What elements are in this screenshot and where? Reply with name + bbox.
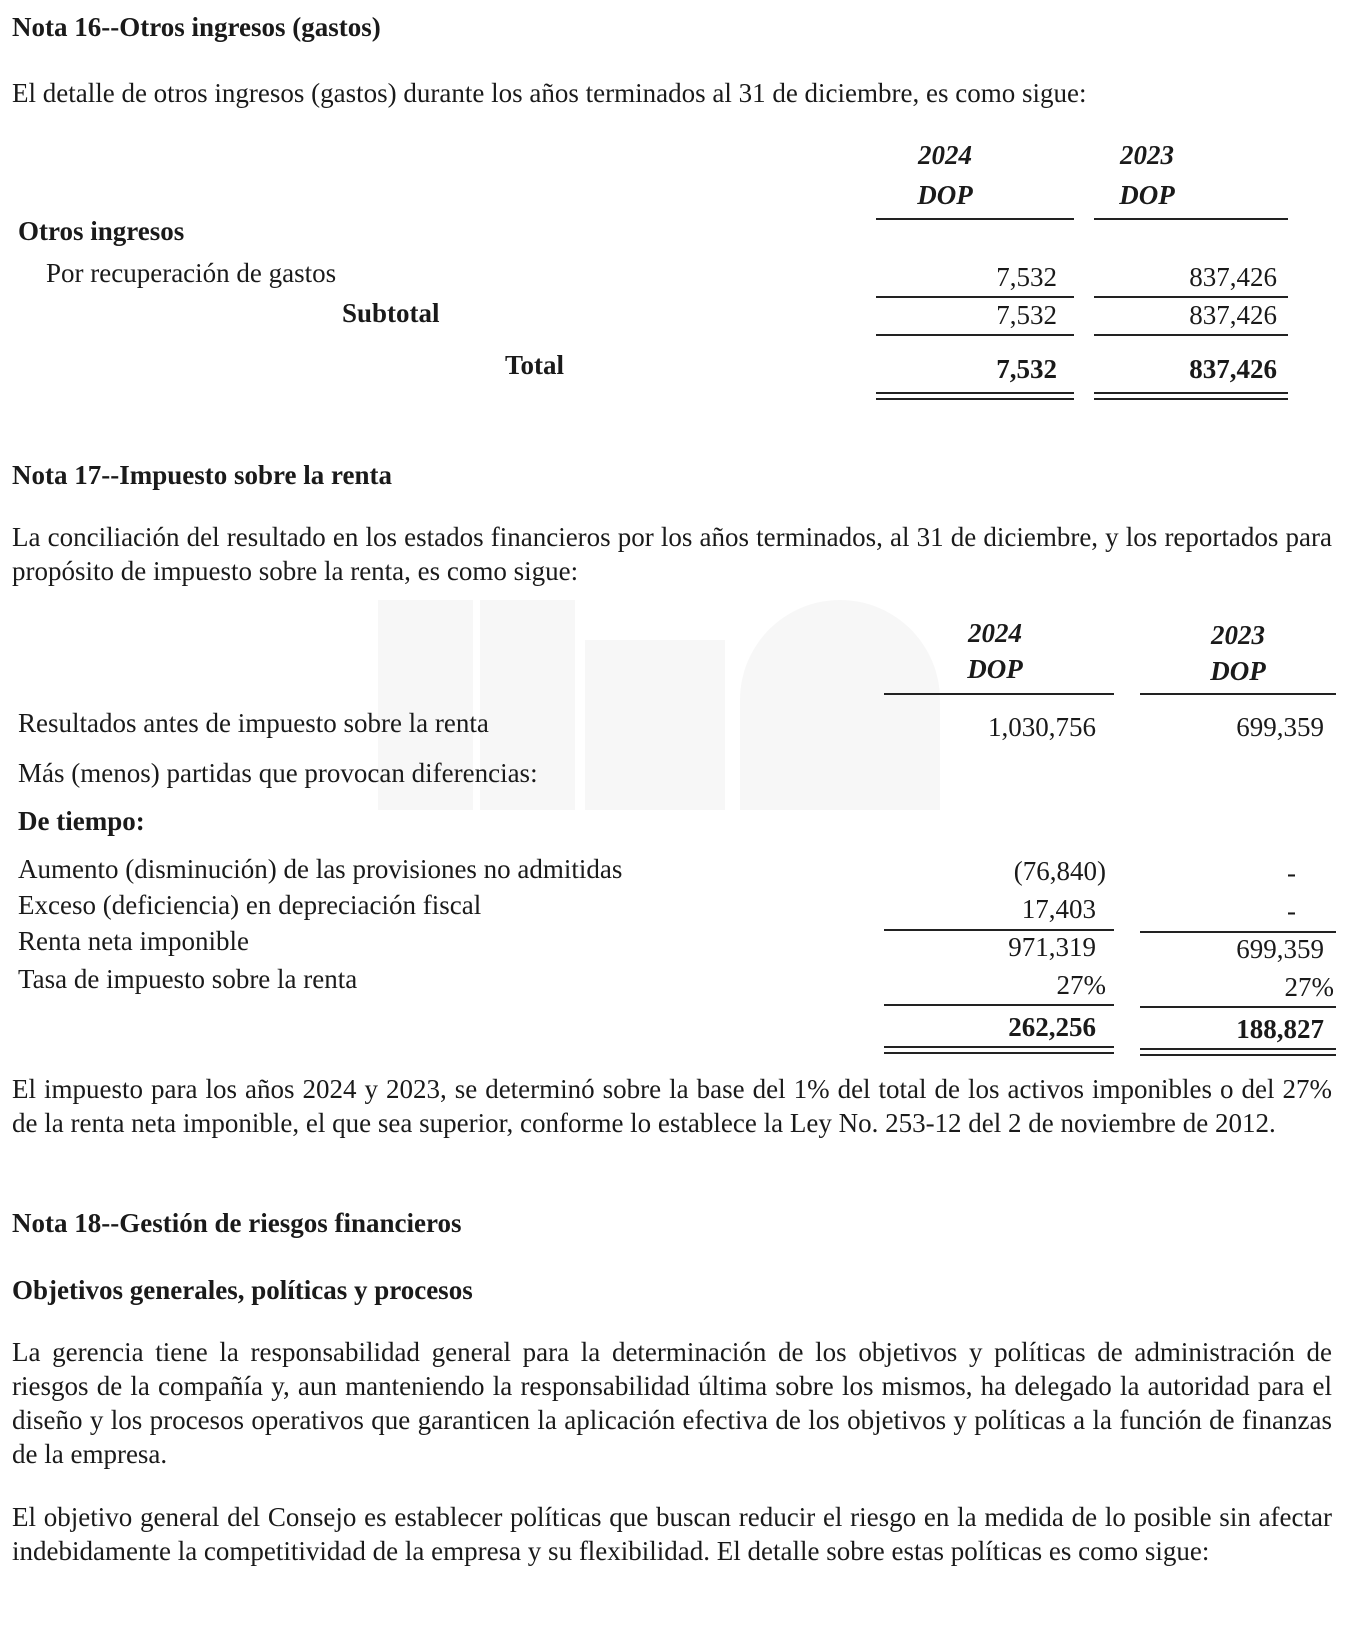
total-double-rule	[876, 392, 1074, 400]
note17-time-row-label: Renta neta imponible	[18, 926, 249, 956]
note17-time-row-2024: 27%	[1056, 970, 1106, 1000]
note17-title: Nota 17--Impuesto sobre la renta	[12, 460, 392, 490]
note16-subtotal-label: Subtotal	[342, 298, 440, 328]
note17-time-row-2023: -	[1287, 896, 1296, 926]
note17-time-row-2024: (76,840)	[1013, 856, 1106, 886]
note16-subtotal-2024: 7,532	[996, 300, 1057, 330]
note16-col2-year: 2023	[1120, 140, 1174, 170]
note16-row-2024: 7,532	[996, 262, 1057, 292]
note17-time-row-2023: -	[1287, 858, 1296, 888]
note18-para1: La gerencia tiene la responsabilidad general para la determinación de los objetivos y políticas de administración de riesgos de la compañía y, aun manteniendo la responsabilidad última sobre los mismos, ha delegado la autoridad para el diseño y los procesos operativos que garanticen la aplicación efectiva de los objetivos y políticas a la función de finanzas de la empresa.	[12, 1337, 1332, 1469]
note17-row-label: Más (menos) partidas que provocan diferencias:	[18, 758, 538, 788]
note17-total-2024: 262,256	[1008, 1012, 1096, 1042]
note16-subtotal-2023: 837,426	[1189, 300, 1277, 330]
note16-row-2023: 837,426	[1189, 262, 1277, 292]
note17-time-row-label: Tasa de impuesto sobre la renta	[18, 964, 358, 994]
row-rule	[1094, 334, 1288, 336]
note16-col1-currency: DOP	[917, 180, 973, 210]
note16-col2-currency: DOP	[1119, 180, 1175, 210]
note18-para2: El objetivo general del Consejo es establecer políticas que buscan reducir el riesgo en la medida de lo posible sin afectar indebidamente la competitividad de la empresa y su flexibilidad. El detalle sobre estas políticas es como sigue:	[12, 1502, 1332, 1566]
note17-col1-currency: DOP	[967, 654, 1023, 684]
note17-time-row-label: Aumento (disminución) de las provisiones no admitidas	[18, 854, 623, 884]
row-rule	[1094, 296, 1288, 298]
row-rule	[1140, 1006, 1336, 1008]
header-rule	[884, 693, 1114, 695]
row-rule	[884, 929, 1114, 931]
note17-col1-year: 2024	[968, 618, 1022, 648]
header-rule	[876, 218, 1074, 220]
note17-time-row-2023: 27%	[1284, 972, 1334, 1002]
note17-time-row-2023: 699,359	[1236, 934, 1324, 964]
row-rule	[884, 1004, 1114, 1006]
note17-col2-year: 2023	[1211, 620, 1265, 650]
note17-col2-currency: DOP	[1210, 656, 1266, 686]
note17-closing: El impuesto para los años 2024 y 2023, se determinó sobre la base del 1% del total de los activos imponibles o del 27% de la renta neta imponible, el que sea superior, conforme lo establece la Ley No. 253-12 del 2 de noviembre de 2012.	[12, 1074, 1332, 1138]
note16-total-2023: 837,426	[1189, 354, 1277, 384]
note16-total-label: Total	[505, 350, 565, 380]
header-rule	[1094, 218, 1288, 220]
row-rule	[1140, 931, 1336, 933]
note16-section: Otros ingresos	[18, 216, 185, 246]
note17-total-2023: 188,827	[1236, 1014, 1324, 1044]
note17-time-row-2024: 17,403	[1021, 894, 1096, 924]
note17-row-2023: 699,359	[1236, 712, 1324, 742]
note17-row-label: Resultados antes de impuesto sobre la renta	[18, 708, 489, 738]
total-double-rule	[1140, 1048, 1336, 1056]
note16-total-2024: 7,532	[996, 354, 1057, 384]
note16-col1-year: 2024	[918, 140, 972, 170]
note16-title: Nota 16--Otros ingresos (gastos)	[12, 12, 381, 42]
row-rule	[876, 334, 1074, 336]
note16-row-label: Por recuperación de gastos	[46, 258, 337, 288]
note17-subsection: De tiempo:	[18, 806, 145, 836]
note17-time-row-2024: 971,319	[1008, 932, 1096, 962]
note17-intro: La conciliación del resultado en los estados financieros por los años terminados, al 31 de diciembre, y los reportados para propósito de impuesto sobre la renta, es como sigue:	[12, 522, 1332, 586]
note17-time-row-label: Exceso (deficiencia) en depreciación fiscal	[18, 890, 482, 920]
note18-subtitle: Objetivos generales, políticas y procesos	[12, 1275, 473, 1305]
note17-row-2024: 1,030,756	[988, 712, 1096, 742]
total-double-rule	[1094, 392, 1288, 400]
total-double-rule	[884, 1046, 1114, 1054]
note18-title: Nota 18--Gestión de riesgos financieros	[12, 1208, 462, 1238]
row-rule	[876, 296, 1074, 298]
note16-intro: El detalle de otros ingresos (gastos) durante los años terminados al 31 de diciembre, es como sigue:	[12, 78, 1087, 108]
header-rule	[1140, 693, 1336, 695]
